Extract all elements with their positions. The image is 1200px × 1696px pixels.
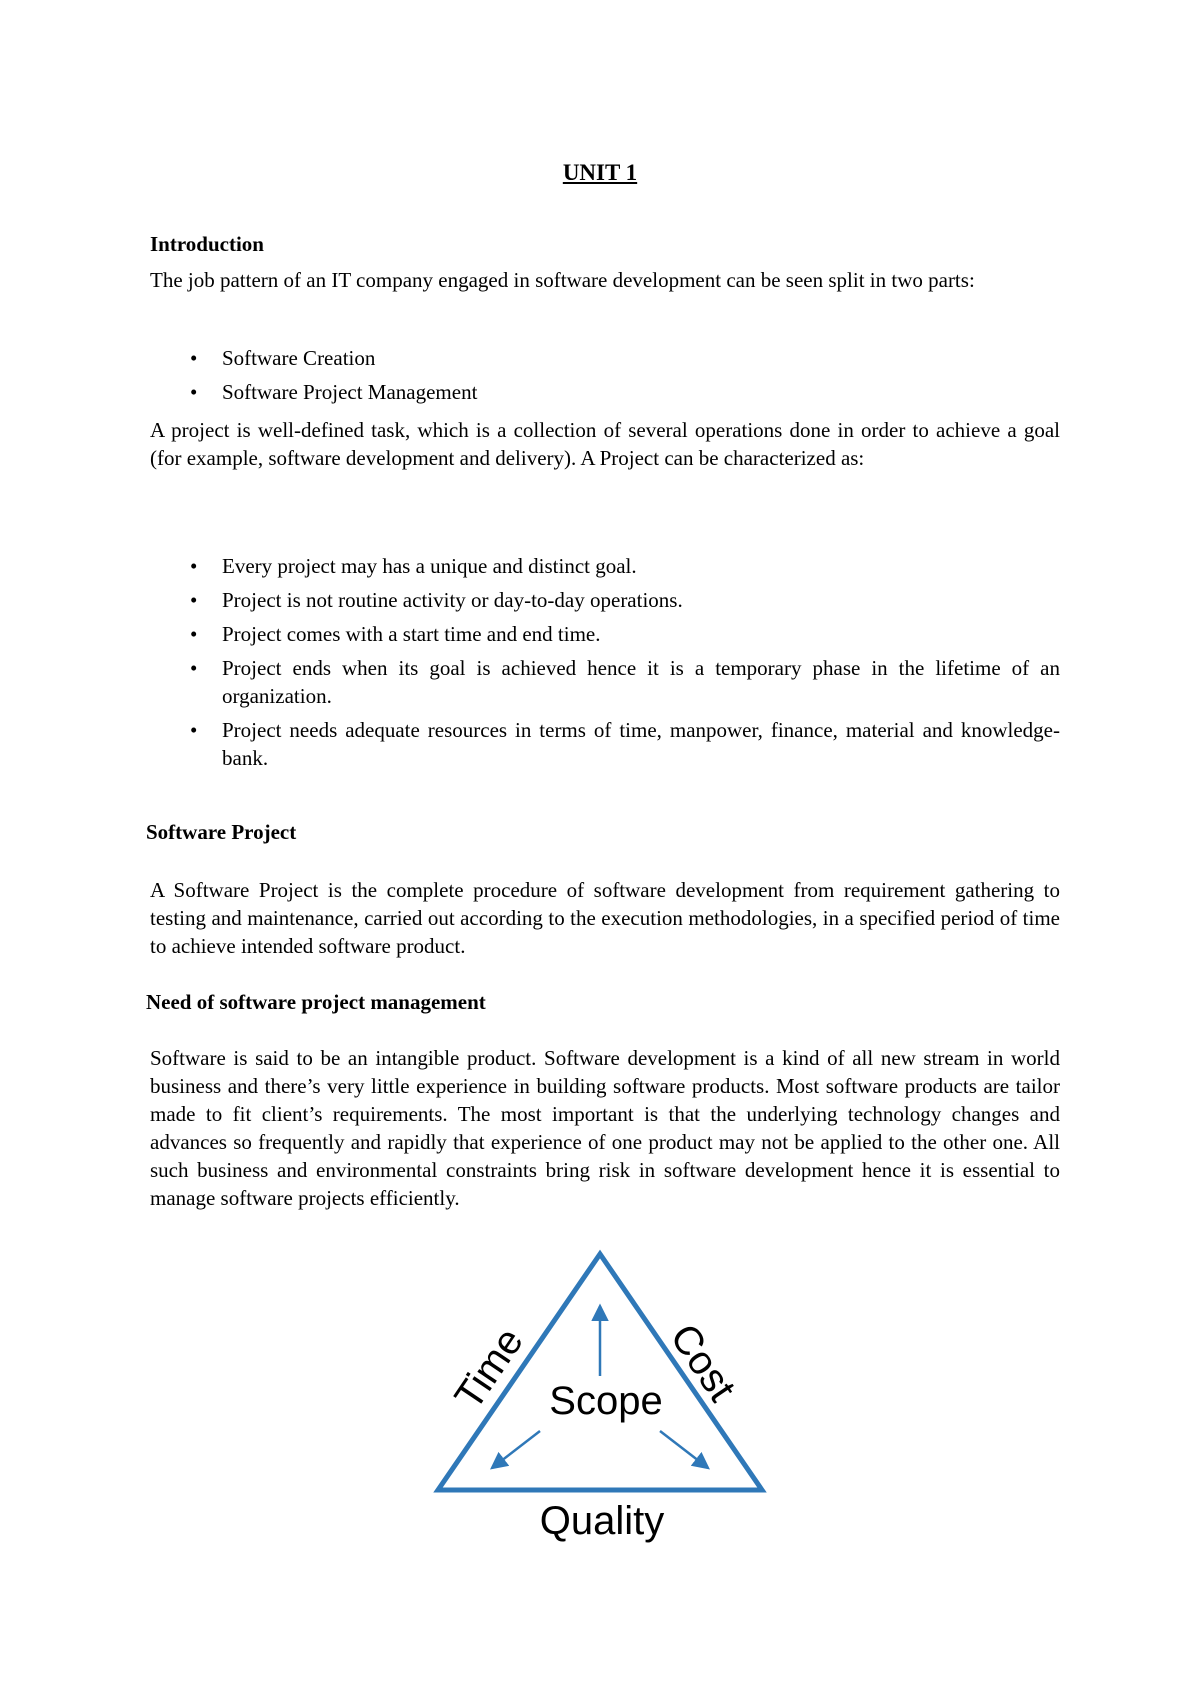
bullet-icon: • (190, 554, 198, 578)
list-item: • Software Project Management (190, 380, 478, 404)
bullet-icon: • (190, 346, 198, 370)
bullet-icon: • (190, 380, 198, 404)
page-title: UNIT 1 (562, 160, 638, 185)
intro-paragraph-2: A project is well-defined task, which is a collection of several operations done in order to achieve a goal (for example, software development and delivery). A Project can be characterized as: (150, 418, 1060, 470)
intro-list-2 (150, 552, 1060, 778)
list-item: • Project needs adequate resources in terms of time, manpower, finance, material and knowledge-bank. (190, 718, 1060, 770)
software-project-heading: Software Project (146, 820, 297, 844)
list-item: • Project ends when its goal is achieved hence it is a temporary phase in the lifetime of an organization. (190, 656, 1060, 708)
project-triangle-diagram (430, 1246, 770, 1546)
bullet-icon: • (190, 656, 198, 680)
bullet-icon: • (190, 588, 198, 612)
time-label: Time (446, 1320, 532, 1418)
cost-label: Cost (661, 1316, 745, 1410)
list-item: • Project comes with a start time and end time. (190, 622, 601, 646)
intro-paragraph-1: The job pattern of an IT company engaged in software development can be seen split in two parts: (150, 268, 975, 292)
list-item: • Software Creation (190, 346, 376, 370)
scope-label: Scope (549, 1379, 663, 1423)
list-item: • Project is not routine activity or day-to-day operations. (190, 588, 683, 612)
arrow-down-left-icon (492, 1431, 540, 1468)
bullet-icon: • (190, 718, 198, 742)
arrow-down-right-icon (660, 1431, 708, 1468)
software-project-paragraph: A Software Project is the complete procedure of software development from requirement gathering to testing and maintenance, carried out according to the execution methodologies, in a specified period of time to achieve intended software product. (150, 878, 1060, 958)
need-heading: Need of software project management (146, 990, 486, 1014)
bullet-icon: • (190, 622, 198, 646)
introduction-heading: Introduction (150, 232, 264, 256)
intro-list-1 (150, 344, 1060, 412)
list-item: • Every project may has a unique and distinct goal. (190, 554, 637, 578)
need-paragraph: Software is said to be an intangible product. Software development is a kind of all new stream in world business and there’s very little experience in building software products. Most software products are tailor made to fit client’s requirements. The most important is that the underlying technology changes and advances so frequently and rapidly that experience of one product may not be applied to the other one. All such business and environmental constraints bring risk in software development hence it is essential to manage software projects efficiently. (150, 1046, 1060, 1210)
quality-label: Quality (539, 1499, 665, 1543)
